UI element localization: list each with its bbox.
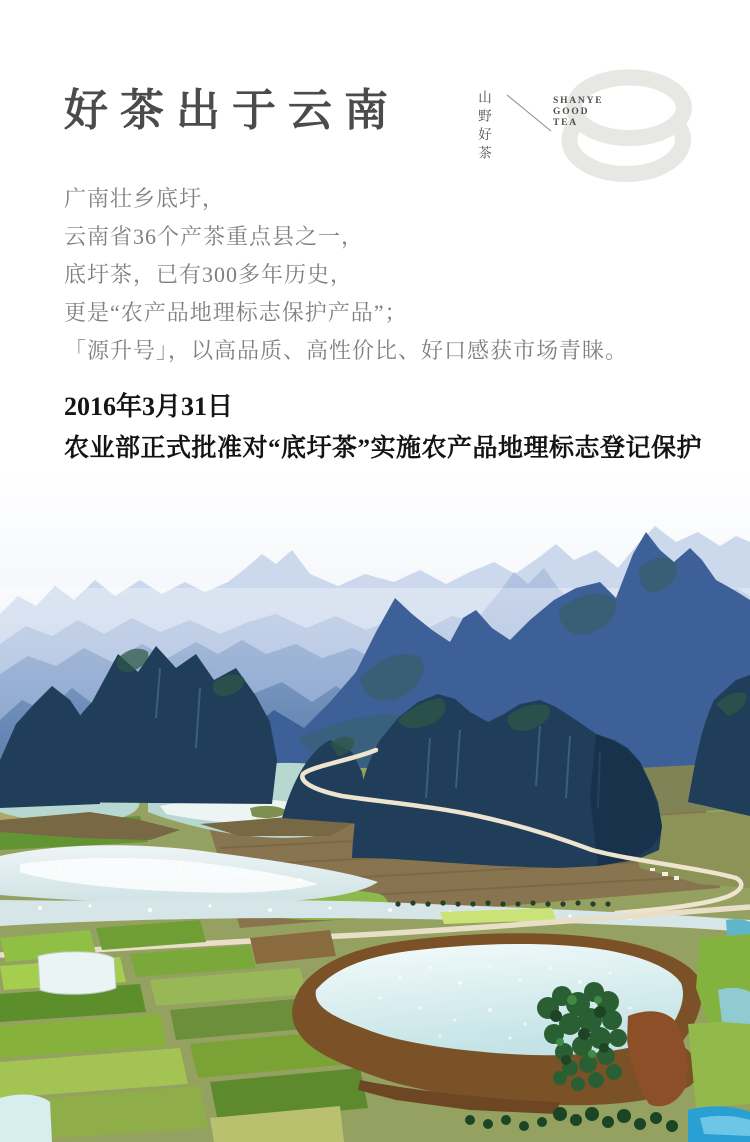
highlight-block [64, 386, 702, 470]
brand-name-vertical: 山野好茶 [476, 90, 491, 164]
intro-line: 「源升号」，以高品质、高性价比、好口感获市场青睐。 [64, 338, 629, 363]
brand-en-line: GOOD [553, 107, 590, 117]
highlight-date: 2016年3月31日 [64, 392, 234, 421]
brand-en-line: SHANYE [553, 96, 604, 106]
intro-line: 更是“农产品地理标志保护产品”； [64, 300, 408, 325]
intro-line: 广南壮乡底圩， [64, 186, 226, 211]
intro-line: 云南省36个产茶重点县之一， [64, 224, 365, 249]
landscape-illustration [0, 468, 750, 1142]
intro-line: 底圩茶，已有300多年历史， [64, 262, 354, 287]
highlight-statement: 农业部正式批准对“底圩茶”实施农产品地理标志登记保护 [64, 435, 703, 462]
page-title: 好茶出于云南 [64, 86, 400, 135]
tea-bowl-icon [558, 68, 700, 190]
landscape-photo [0, 468, 750, 1142]
intro-paragraph [64, 180, 628, 370]
logo-slash-icon [506, 94, 552, 132]
brand-name-en [553, 96, 603, 129]
brand-en-line: TEA [553, 118, 578, 128]
